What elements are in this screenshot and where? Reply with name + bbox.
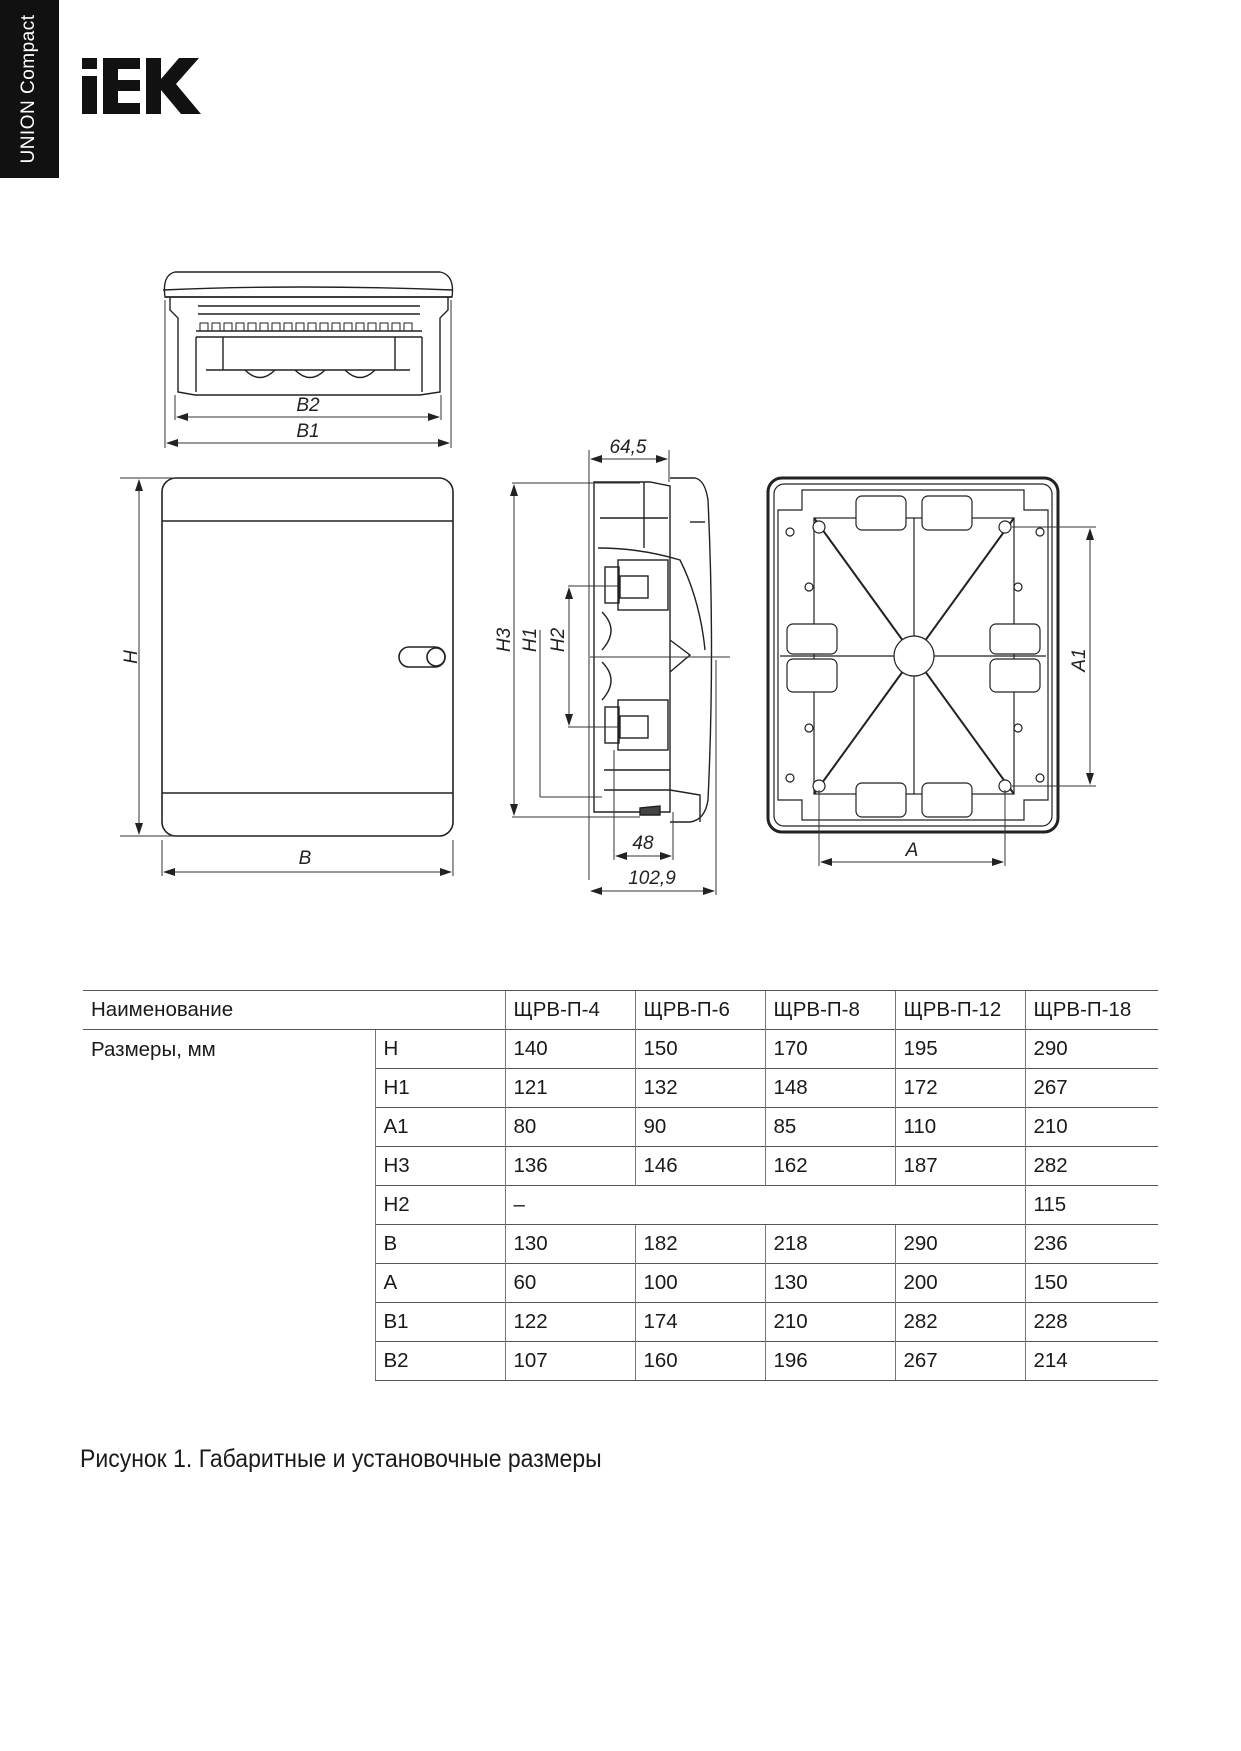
dim-b: B (298, 848, 312, 869)
param-label: H2 (375, 1186, 505, 1225)
dimensions-table (83, 990, 1158, 1381)
figure-caption: Рисунок 1. Габаритные и установочные размеры (80, 1445, 602, 1473)
side-view-dims (512, 450, 730, 895)
cell: 196 (765, 1342, 895, 1381)
cell: 162 (765, 1147, 895, 1186)
param-label: A1 (375, 1108, 505, 1147)
cell: 214 (1025, 1342, 1158, 1381)
cell: 210 (1025, 1108, 1158, 1147)
cell: 136 (505, 1147, 635, 1186)
dim-64-5: 64,5 (609, 437, 647, 458)
dim-h3: H3 (494, 627, 515, 653)
series-name: UNION Compact (18, 14, 39, 164)
cell: 150 (1025, 1264, 1158, 1303)
header-model: ЩРВ-П-18 (1025, 991, 1158, 1030)
cell: 80 (505, 1108, 635, 1147)
cell-merged: – (505, 1186, 1025, 1225)
rear-view (768, 478, 1058, 832)
dim-h: H (121, 650, 142, 664)
param-label: B2 (375, 1342, 505, 1381)
dim-h1: H1 (520, 627, 541, 653)
dim-b1: B1 (296, 421, 320, 442)
table-row (83, 1030, 1158, 1069)
group-label: Размеры, мм (83, 1030, 375, 1381)
cell: 148 (765, 1069, 895, 1108)
header-model: ЩРВ-П-6 (635, 991, 765, 1030)
cell: 236 (1025, 1225, 1158, 1264)
cell: 174 (635, 1303, 765, 1342)
cell: 200 (895, 1264, 1025, 1303)
front-view (162, 478, 453, 836)
cell: 290 (1025, 1030, 1158, 1069)
cell: 160 (635, 1342, 765, 1381)
cell: 115 (1025, 1186, 1158, 1225)
table-header-row (83, 991, 1158, 1030)
cell: 110 (895, 1108, 1025, 1147)
cell: 90 (635, 1108, 765, 1147)
dim-b2: B2 (296, 395, 320, 416)
cell: 172 (895, 1069, 1025, 1108)
param-label: B (375, 1225, 505, 1264)
cell: 195 (895, 1030, 1025, 1069)
cell: 210 (765, 1303, 895, 1342)
param-label: H3 (375, 1147, 505, 1186)
cell: 282 (1025, 1147, 1158, 1186)
cell: 140 (505, 1030, 635, 1069)
top-view (163, 272, 453, 395)
header-name: Наименование (83, 991, 505, 1030)
cell: 267 (895, 1342, 1025, 1381)
cell: 290 (895, 1225, 1025, 1264)
header-model: ЩРВ-П-8 (765, 991, 895, 1030)
cell: 282 (895, 1303, 1025, 1342)
cell: 228 (1025, 1303, 1158, 1342)
cell: 146 (635, 1147, 765, 1186)
dim-a1: A1 (1069, 648, 1090, 672)
header-model: ЩРВ-П-12 (895, 991, 1025, 1030)
dim-102-9: 102,9 (628, 868, 676, 889)
cell: 170 (765, 1030, 895, 1069)
cell: 122 (505, 1303, 635, 1342)
cell: 107 (505, 1342, 635, 1381)
dim-a: A (905, 840, 919, 861)
cell: 85 (765, 1108, 895, 1147)
param-label: H1 (375, 1069, 505, 1108)
param-label: A (375, 1264, 505, 1303)
dim-48: 48 (632, 833, 654, 854)
cell: 60 (505, 1264, 635, 1303)
cell: 121 (505, 1069, 635, 1108)
side-view (594, 478, 712, 822)
cell: 218 (765, 1225, 895, 1264)
cell: 187 (895, 1147, 1025, 1186)
cell: 150 (635, 1030, 765, 1069)
cell: 100 (635, 1264, 765, 1303)
dim-h2: H2 (548, 627, 569, 653)
cell: 132 (635, 1069, 765, 1108)
header-model: ЩРВ-П-4 (505, 991, 635, 1030)
front-view-dims (120, 478, 453, 876)
param-label: B1 (375, 1303, 505, 1342)
cell: 182 (635, 1225, 765, 1264)
param-label: H (375, 1030, 505, 1069)
cell: 130 (765, 1264, 895, 1303)
cell: 130 (505, 1225, 635, 1264)
cell: 267 (1025, 1069, 1158, 1108)
